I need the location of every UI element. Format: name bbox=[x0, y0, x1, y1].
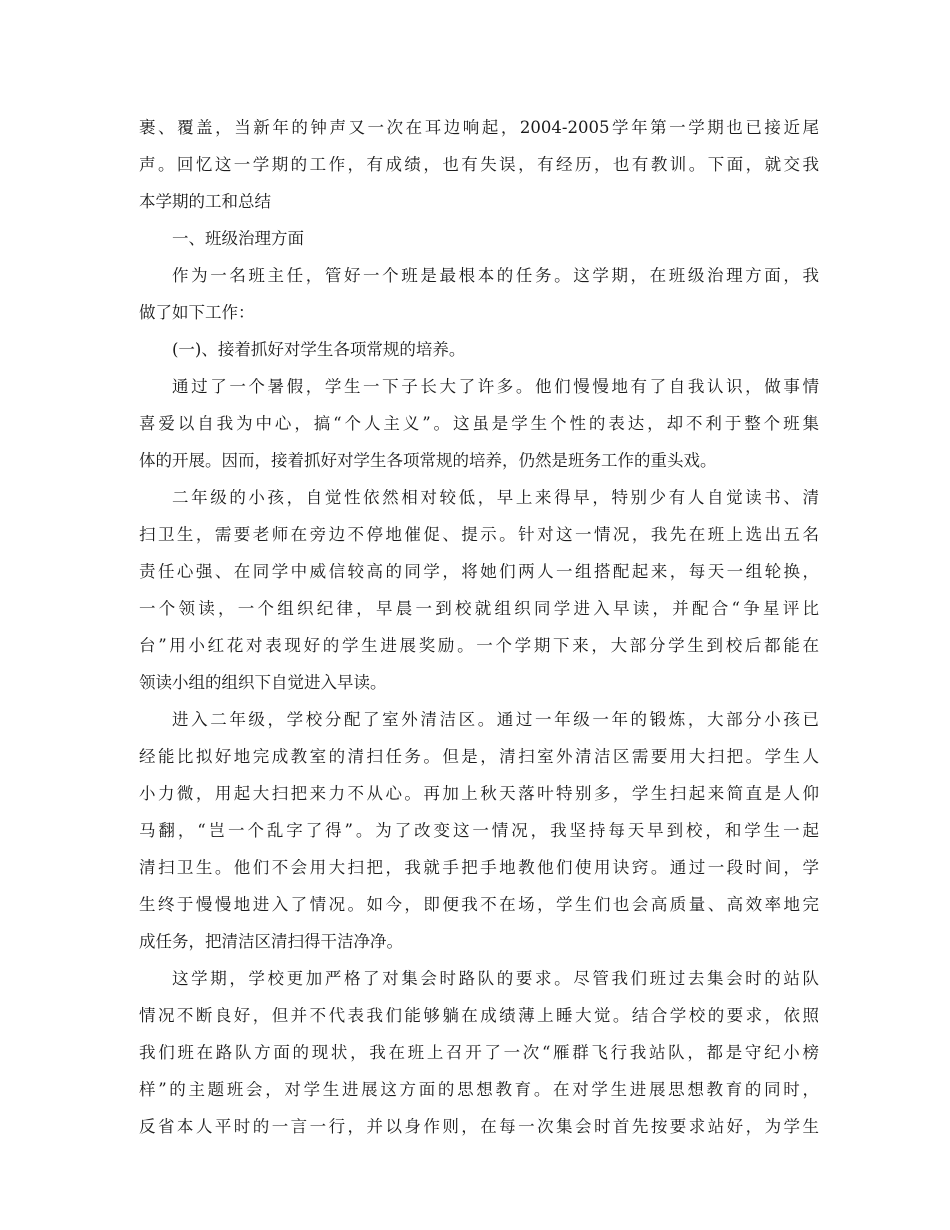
section-heading: 一、班级治理方面 bbox=[172, 229, 304, 248]
paragraph-line: 体的开展。因而，接着抓好对学生各项常规的培养，仍然是班务工作的重头戏。 bbox=[139, 451, 717, 470]
paragraph-line: 成任务，把清洁区清扫得干洁净净。 bbox=[139, 932, 403, 951]
paragraph-line: 做了如下工作： bbox=[139, 303, 255, 322]
paragraph-line: 二年级的小孩，自觉性依然相对较低，早上来得早，特别少有人自觉读书、清 bbox=[172, 488, 819, 507]
paragraph-line: 裹、覆盖，当新年的钟声又一次在耳边响起，2004-2005学年第一学期也已接近尾 bbox=[139, 118, 819, 137]
paragraph-line: 生终于慢慢地进入了情况。如今，即便我不在场，学生们也会高质量、高效率地完 bbox=[139, 895, 819, 914]
paragraph-line: 小力微，用起大扫把来力不从心。再加上秋天落叶特别多，学生扫起来简直是人仰 bbox=[139, 784, 819, 803]
paragraph-line: 责任心强、在同学中威信较高的同学，将她们两人一组搭配起来，每天一组轮换， bbox=[139, 562, 819, 581]
paragraph-line: 经能比拟好地完成教室的清扫任务。但是，清扫室外清洁区需要用大扫把。学生人 bbox=[139, 747, 819, 766]
paragraph-line: 马翻，“岂一个乱字了得”。为了改变这一情况，我坚持每天早到校，和学生一起 bbox=[139, 821, 819, 840]
paragraph-line: 作为一名班主任，管好一个班是最根本的任务。这学期，在班级治理方面，我 bbox=[172, 266, 819, 285]
subsection-heading: (一)、接着抓好对学生各项常规的培养。 bbox=[172, 340, 466, 359]
paragraph-line: 通过了一个暑假，学生一下子长大了许多。他们慢慢地有了自我认识，做事情 bbox=[172, 377, 819, 396]
paragraph-line: 样”的主题班会，对学生进展这方面的思想教育。在对学生进展思想教育的同时， bbox=[139, 1080, 819, 1099]
paragraph-line: 我们班在路队方面的现状，我在班上召开了一次“雁群飞行我站队，都是守纪小榜 bbox=[139, 1043, 819, 1062]
paragraph-line: 声。回忆这一学期的工作，有成绩，也有失误，有经历，也有教训。下面，就交我 bbox=[139, 155, 819, 174]
paragraph-line: 扫卫生，需要老师在旁边不停地催促、提示。针对这一情况，我先在班上选出五名 bbox=[139, 525, 819, 544]
paragraph-line: 情况不断良好，但并不代表我们能够躺在成绩薄上睡大觉。结合学校的要求，依照 bbox=[139, 1006, 819, 1025]
paragraph-line: 领读小组的组织下自觉进入早读。 bbox=[139, 673, 387, 692]
paragraph-line: 喜爱以自我为中心，搞“个人主义”。这虽是学生个性的表达，却不利于整个班集 bbox=[139, 414, 819, 433]
paragraph-line: 一个领读，一个组织纪律，早晨一到校就组织同学进入早读，并配合“争星评比 bbox=[139, 599, 819, 618]
paragraph-line: 本学期的工和总结 bbox=[139, 192, 271, 211]
paragraph-line: 清扫卫生。他们不会用大扫把，我就手把手地教他们使用诀窍。通过一段时间，学 bbox=[139, 858, 819, 877]
paragraph-line: 台”用小红花对表现好的学生进展奖励。一个学期下来，大部分学生到校后都能在 bbox=[139, 636, 819, 655]
paragraph-line: 进入二年级，学校分配了室外清洁区。通过一年级一年的锻炼，大部分小孩已 bbox=[172, 710, 819, 729]
paragraph-line: 这学期，学校更加严格了对集会时路队的要求。尽管我们班过去集会时的站队 bbox=[172, 969, 819, 988]
paragraph-line: 反省本人平时的一言一行，并以身作则，在每一次集会时首先按要求站好，为学生 bbox=[139, 1117, 819, 1136]
